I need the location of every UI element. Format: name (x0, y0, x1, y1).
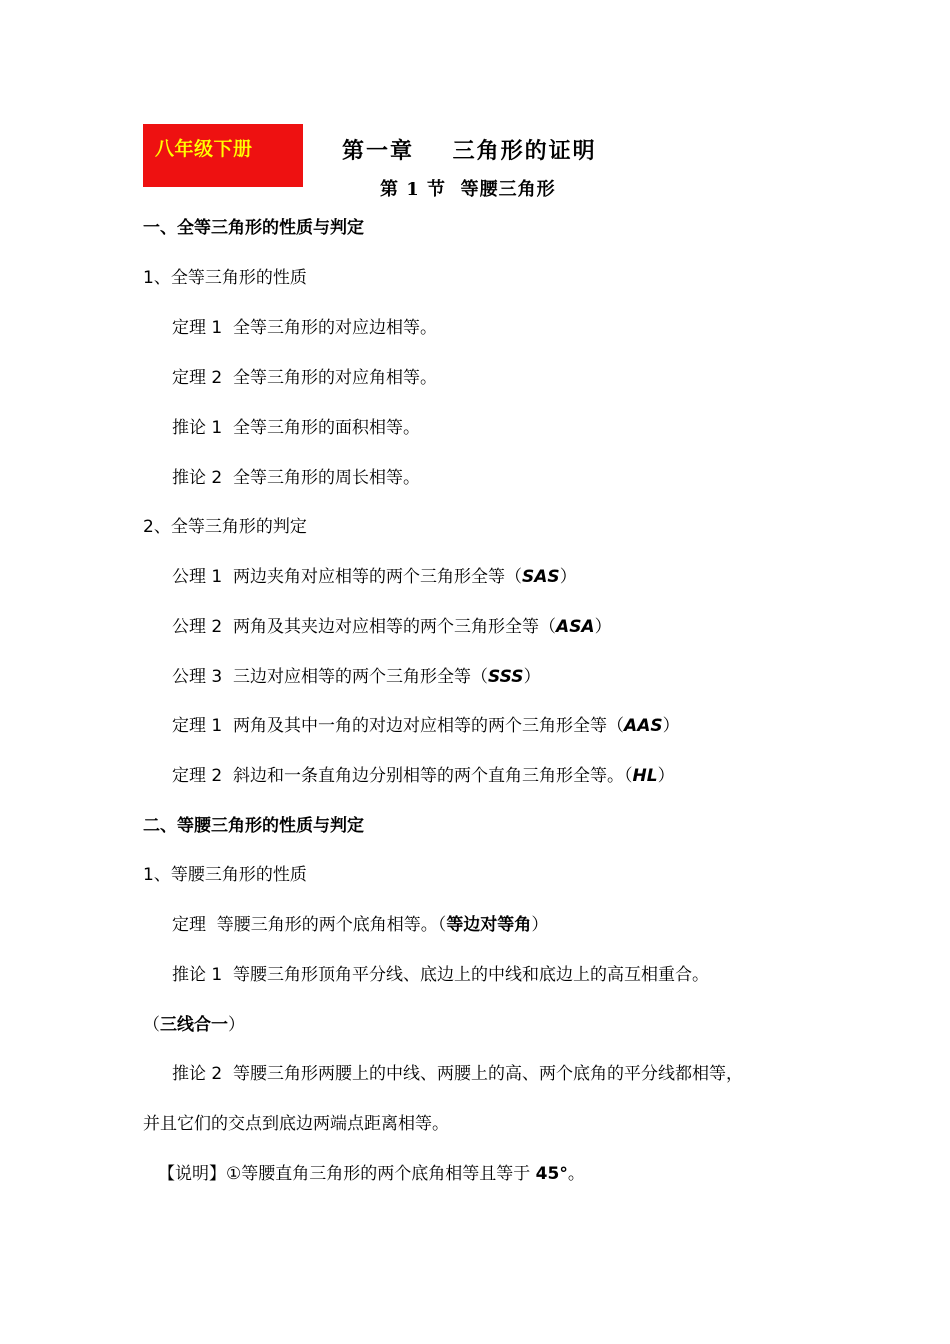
chapter-title: 第一章 三角形的证明 (342, 138, 597, 164)
corollary2-continuation: 并且它们的交点到底边两端点距离相等。 (143, 1114, 449, 1134)
criterion-item (172, 662, 541, 687)
note-line (158, 1159, 585, 1184)
criterion-close: ） (523, 667, 541, 687)
theorem-close: ） (531, 915, 549, 935)
criterion-abbr: SSS (488, 667, 524, 687)
corollary1-continuation (143, 1010, 245, 1035)
three-lines-emphasis: 三线合一 (160, 1015, 228, 1035)
criterion-text: 公理 1 两边夹角对应相等的两个三角形全等（ (172, 567, 523, 587)
criterion-text: 定理 1 两角及其中一角的对边对应相等的两个三角形全等（ (172, 716, 625, 736)
note-close: 。 (567, 1164, 585, 1184)
section-title: 第 1 节 等腰三角形 (380, 179, 556, 200)
criterion-text: 公理 2 两角及其夹边对应相等的两个三角形全等（ (172, 617, 557, 637)
criterion-close: ） (559, 567, 577, 587)
theorem-emphasis: 等边对等角 (446, 915, 532, 935)
criterion-abbr: ASA (556, 617, 595, 637)
paren-open: （ (143, 1015, 160, 1035)
grade-badge (143, 124, 303, 187)
criterion-text: 定理 2 斜边和一条直角边分别相等的两个直角三角形全等。（ (172, 766, 633, 786)
criterion-close: ） (657, 766, 675, 786)
criterion-abbr: AAS (624, 716, 663, 736)
criterion-abbr: SAS (522, 567, 560, 587)
criterion-item (172, 612, 612, 637)
criterion-abbr: HL (632, 766, 658, 786)
grade-label: 八年级下册 (155, 138, 253, 160)
criterion-item (172, 562, 577, 587)
theorem-line (172, 910, 548, 935)
criterion-close: ） (662, 716, 680, 736)
criterion-item (172, 761, 675, 786)
property-item: 推论 2 全等三角形的周长相等。 (172, 468, 421, 488)
note-text: 【说明】①等腰直角三角形的两个底角相等且等于 (158, 1164, 536, 1184)
property-item: 定理 2 全等三角形的对应角相等。 (172, 368, 438, 388)
criterion-close: ） (594, 617, 612, 637)
corollary2-line: 推论 2 等腰三角形两腰上的中线、两腰上的高、两个底角的平分线都相等， (172, 1064, 744, 1084)
property-item: 推论 1 全等三角形的面积相等。 (172, 418, 421, 438)
corollary1-line: 推论 1 等腰三角形顶角平分线、底边上的中线和底边上的高互相重合。 (172, 965, 710, 985)
criterion-item (172, 711, 680, 736)
property-item: 定理 1 全等三角形的对应边相等。 (172, 318, 438, 338)
criterion-text: 公理 3 三边对应相等的两个三角形全等（ (172, 667, 489, 687)
part1-heading: 一、全等三角形的性质与判定 (143, 218, 364, 238)
part2-heading: 二、等腰三角形的性质与判定 (143, 816, 364, 836)
note-value: 45° (535, 1164, 568, 1184)
paren-close: ） (228, 1015, 245, 1035)
part1-sub1-heading: 1、全等三角形的性质 (143, 268, 307, 288)
theorem-text: 定理 等腰三角形的两个底角相等。（ (172, 915, 447, 935)
part2-sub1-heading: 1、等腰三角形的性质 (143, 865, 307, 885)
part1-sub2-heading: 2、全等三角形的判定 (143, 517, 307, 537)
